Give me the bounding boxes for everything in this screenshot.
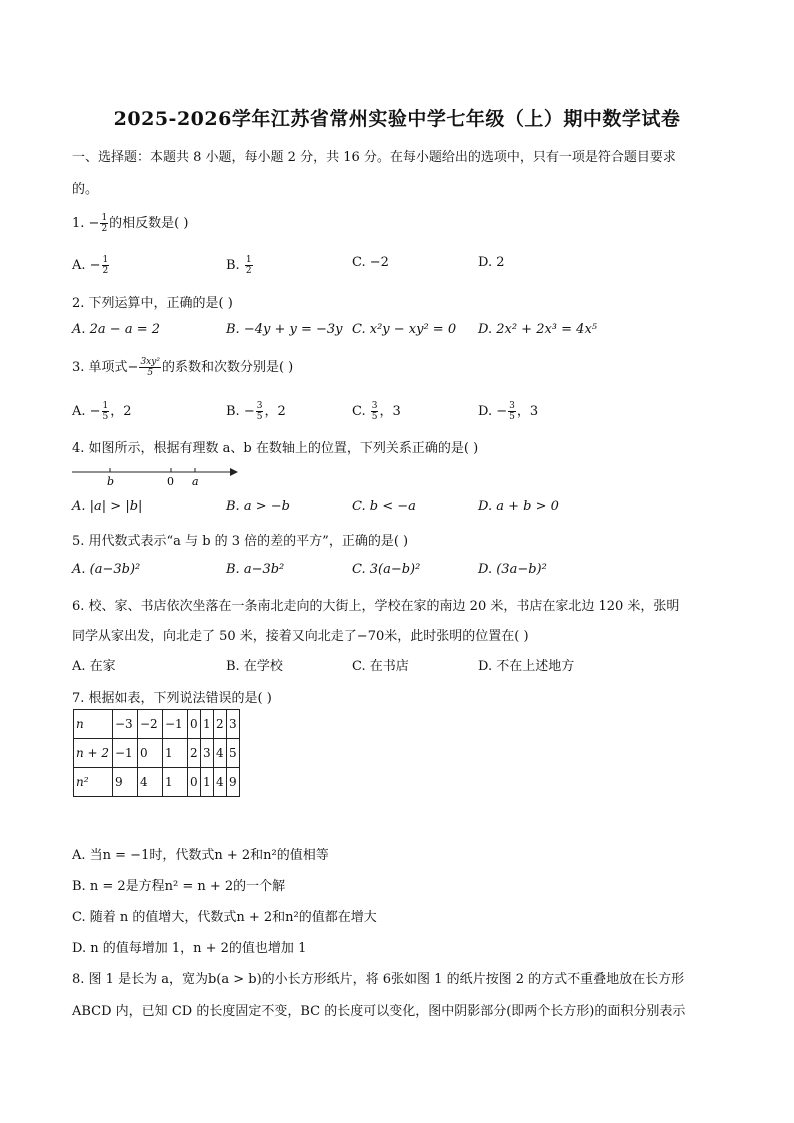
table-cell: −1 (163, 710, 188, 739)
q3-d-label: D. − (478, 404, 508, 419)
q2-option-d[interactable]: D. 2x² + 2x³ = 4x⁵ (478, 322, 597, 337)
q5-option-c[interactable]: C. 3(a−b)² (352, 562, 421, 577)
question-5: 5. 用代数式表示“a 与 b 的 3 倍的差的平方”，正确的是( ) (72, 534, 409, 549)
question-4: 4. 如图所示，根据有理数 a、b 在数轴上的位置，下列关系正确的是( ) (72, 441, 479, 456)
table-cell: 0 (138, 739, 163, 768)
q3-d-num: 3 (509, 401, 515, 411)
table-cell: 0 (188, 768, 201, 797)
label-zero: 0 (167, 475, 174, 488)
q3-a-tail: ，2 (110, 404, 132, 419)
q4-option-d[interactable]: D. a + b > 0 (478, 499, 559, 514)
question-6: 6. 校、家、书店依次坐落在一条南北走向的大街上，学校在家的南边 20 米，书店在家北边 120 米，张明 (72, 599, 680, 614)
section-instructions: 一、选择题：本题共 8 小题，每小题 2 分，共 16 分。在每小题给出的选项中，只有一项是符合题目要求 (72, 150, 676, 165)
q3-fraction (139, 357, 161, 378)
q5-option-d[interactable]: D. (3a−b)² (478, 562, 547, 577)
q3-d-frac (508, 401, 516, 422)
table-cell: 4 (214, 768, 227, 797)
q3-c-tail: ，3 (379, 404, 401, 419)
table-cell: 9 (227, 768, 240, 797)
table-cell: −3 (113, 710, 138, 739)
q1-frac-num: 1 (101, 213, 108, 223)
question-1 (72, 212, 188, 234)
q1-option-b[interactable] (226, 255, 254, 276)
q3-option-a[interactable] (72, 400, 132, 422)
q1-prefix: 1. − (72, 216, 100, 231)
q3-a-den: 5 (102, 412, 109, 422)
question-2: 2. 下列运算中，正确的是( ) (72, 296, 233, 311)
q6-option-a[interactable]: A. 在家 (72, 659, 116, 674)
table-cell: 1 (201, 710, 214, 739)
table-cell: 9 (113, 768, 138, 797)
table-cell: 3 (201, 739, 214, 768)
q3-b-den: 5 (256, 412, 263, 422)
q3-b-tail: ，2 (264, 404, 286, 419)
page-title: 2025-2026学年江苏省常州实验中学七年级（上）期中数学试卷 (113, 108, 681, 130)
q3-prefix: 3. 单项式− (72, 360, 139, 375)
q4-option-b[interactable]: B. a > −b (226, 499, 290, 514)
q7-option-c[interactable]: C. 随着 n 的值增大，代数式n + 2和n²的值都在增大 (72, 910, 377, 925)
q1-frac-den: 2 (101, 224, 108, 234)
q3-c-den: 5 (371, 412, 378, 422)
table-cell: −1 (113, 739, 138, 768)
q1-b-num: 1 (245, 255, 252, 265)
q1-option-d[interactable]: D. 2 (478, 255, 505, 270)
table-cell: 4 (138, 768, 163, 797)
question-8-cont: ABCD 内，已知 CD 的长度固定不变，BC 的长度可以变化，图中阴影部分(即两个长方形)的面积分别表示 (72, 1004, 686, 1019)
q3-d-den: 5 (509, 412, 515, 422)
q5-option-a[interactable]: A. (a−3b)² (72, 562, 141, 577)
q6-option-b[interactable]: B. 在学校 (226, 659, 283, 674)
q7-option-d[interactable]: D. n 的值每增加 1，n + 2的值也增加 1 (72, 941, 307, 956)
table-cell: 1 (163, 739, 188, 768)
q3-suffix: 的系数和次数分别是( ) (161, 360, 294, 375)
q1-option-c[interactable]: C. −2 (352, 255, 389, 270)
q1-a-frac (102, 255, 110, 276)
number-line-figure (70, 462, 240, 488)
q3-option-b[interactable] (226, 400, 286, 422)
question-8: 8. 图 1 是长为 a，宽为b(a > b)的小长方形纸片，将 6张如图 1 的纸片按图 2 的方式不重叠地放在长方形 (72, 972, 685, 987)
table-cell: 0 (188, 710, 201, 739)
q3-frac-den: 5 (147, 368, 154, 378)
q1-option-a[interactable] (72, 255, 110, 276)
table-cell: 1 (201, 768, 214, 797)
table-cell: 3 (227, 710, 240, 739)
q4-option-c[interactable]: C. b < −a (352, 499, 416, 514)
q3-a-frac (102, 401, 110, 422)
q3-option-d[interactable] (478, 400, 538, 422)
label-b: b (107, 475, 115, 488)
q1-b-label: B. (226, 258, 244, 273)
q7-option-b[interactable]: B. n = 2是方程n² = n + 2的一个解 (72, 879, 286, 894)
q2-option-a[interactable]: A. 2a − a = 2 (72, 322, 161, 337)
q6-option-d[interactable]: D. 不在上述地方 (478, 659, 575, 674)
q3-a-label: A. − (72, 404, 101, 419)
q2-option-c[interactable]: C. x²y − xy² = 0 (352, 322, 457, 337)
q1-fraction (100, 213, 108, 234)
q7-option-a[interactable]: A. 当n = −1时，代数式n + 2和n²的值相等 (72, 848, 329, 863)
table-row (74, 739, 240, 768)
table-cell: n (74, 710, 113, 739)
q1-a-label: A. − (72, 258, 101, 273)
q1-b-frac (245, 255, 253, 276)
table-cell: 2 (214, 710, 227, 739)
q3-a-num: 1 (102, 401, 109, 411)
question-6-cont: 同学从家出发，向北走了 50 米，接着又向北走了−70米，此时张明的位置在( ) (72, 629, 529, 644)
table-row (74, 710, 240, 739)
question-7: 7. 根据如表，下列说法错误的是( ) (72, 691, 272, 706)
q3-c-label: C. (352, 404, 370, 419)
q5-option-b[interactable]: B. a−3b² (226, 562, 285, 577)
table-cell: n + 2 (74, 739, 113, 768)
table-cell: 2 (188, 739, 201, 768)
section-instructions-cont: 的。 (72, 182, 99, 197)
q6-option-c[interactable]: C. 在书店 (352, 659, 409, 674)
q3-b-frac (256, 401, 264, 422)
q3-b-num: 3 (256, 401, 263, 411)
q1-a-num: 1 (102, 255, 109, 265)
q3-option-c[interactable] (352, 400, 401, 422)
q1-b-den: 2 (245, 266, 252, 276)
question-3 (72, 356, 293, 378)
q1-suffix: 的相反数是( ) (109, 216, 189, 231)
table-row (74, 768, 240, 797)
q2-option-b[interactable]: B. −4y + y = −3y (226, 322, 343, 337)
q1-a-den: 2 (102, 266, 109, 276)
table-cell: n² (74, 768, 113, 797)
table-cell: −2 (138, 710, 163, 739)
label-a: a (192, 475, 199, 488)
q3-frac-num: 3xy² (140, 357, 160, 367)
table-cell: 1 (163, 768, 188, 797)
q3-d-tail: ，3 (516, 404, 539, 419)
number-line-arrow (230, 468, 238, 476)
q3-b-label: B. − (226, 404, 255, 419)
table-cell: 5 (227, 739, 240, 768)
q4-option-a[interactable]: A. |a| > |b| (72, 499, 143, 514)
table-cell: 4 (214, 739, 227, 768)
q3-c-frac (371, 401, 379, 422)
q3-c-num: 3 (371, 401, 378, 411)
q7-table (73, 709, 240, 797)
